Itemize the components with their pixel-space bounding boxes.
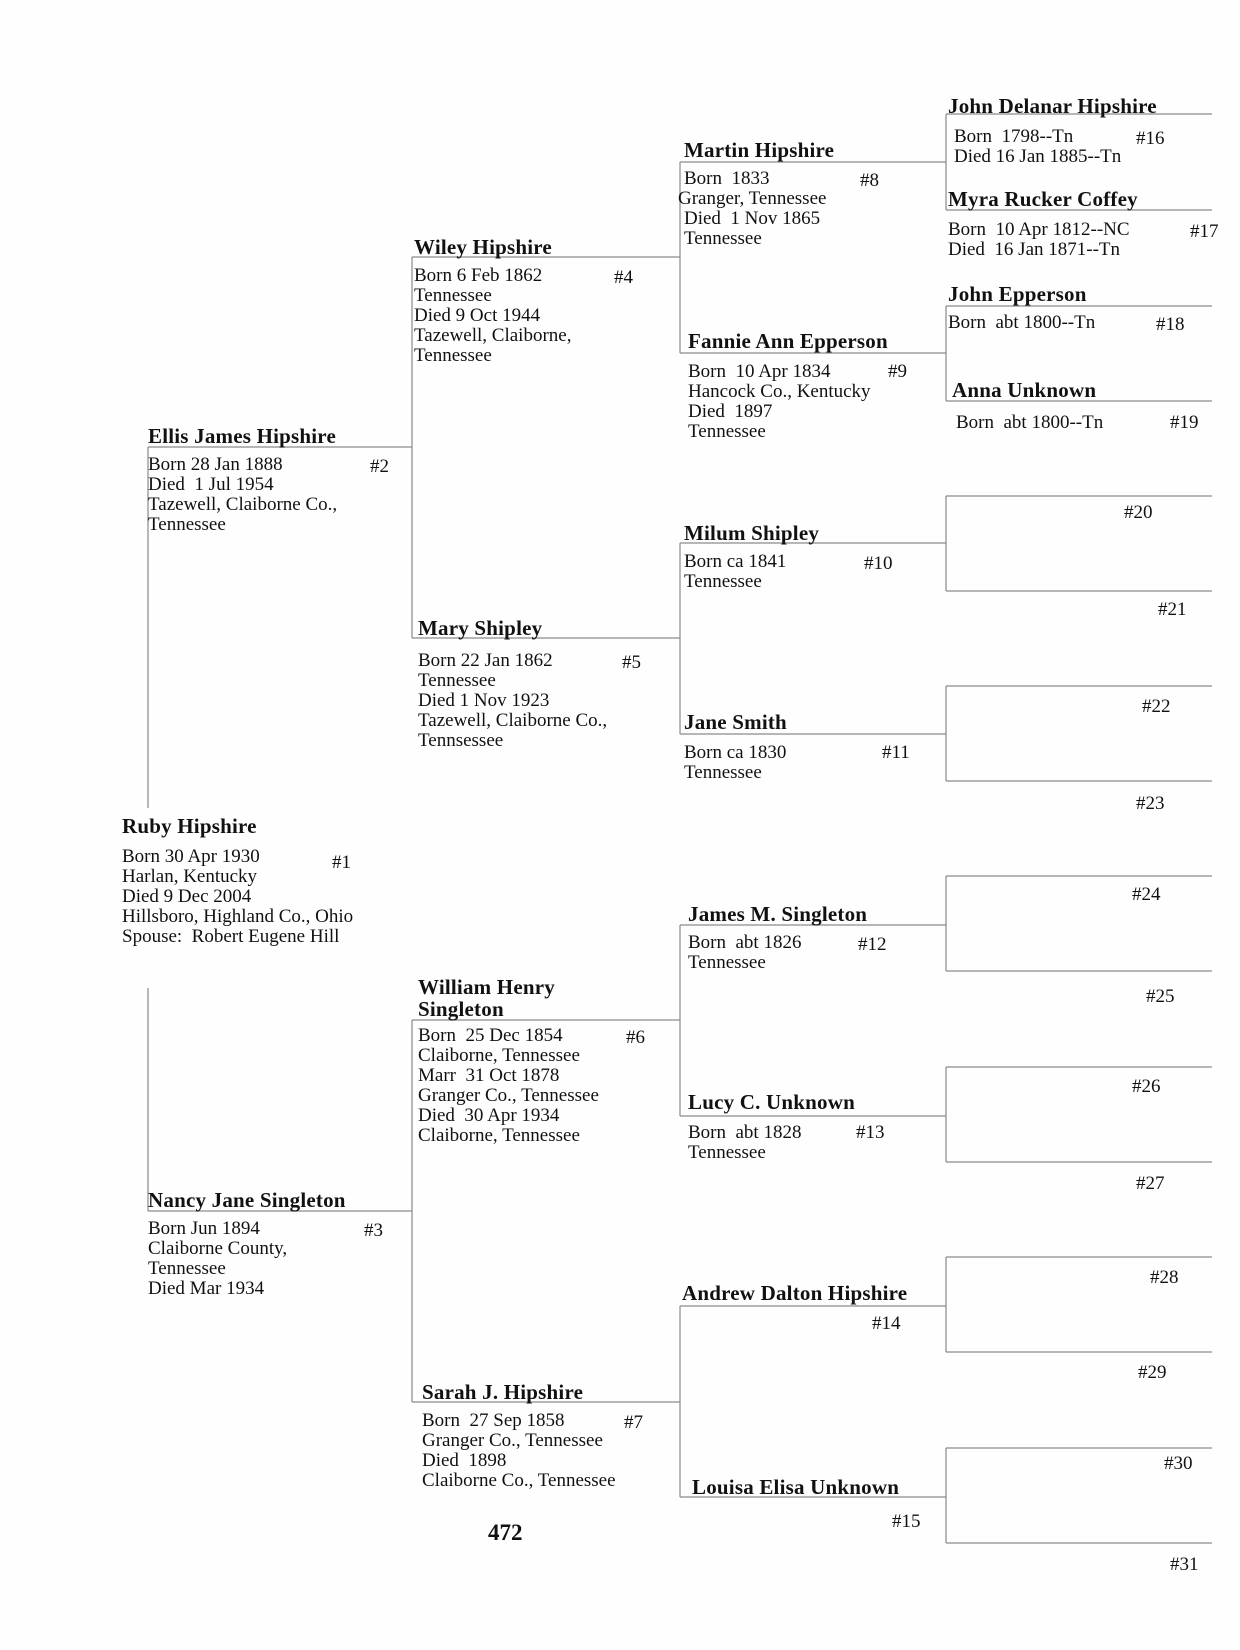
person-5 (418, 616, 641, 751)
person-10 (684, 521, 893, 592)
person-name: James M. Singleton (688, 902, 868, 926)
person-details: Born ca 1841 Tennessee (684, 551, 787, 592)
person-name: Jane Smith (684, 710, 787, 734)
person-name: Louisa Elisa Unknown (692, 1475, 900, 1499)
slot-number-24: #24 (1132, 884, 1161, 905)
person-number: #4 (614, 267, 633, 288)
person-details: Born ca 1830 Tennessee (684, 742, 787, 783)
person-number: #5 (622, 652, 641, 673)
slot-number-26: #26 (1132, 1076, 1161, 1097)
person-details: Born 1798--Tn Died 16 Jan 1885--Tn (954, 126, 1122, 167)
person-details: Born 1833 Granger, Tennessee Died 1 Nov 1865 Tennessee (678, 168, 827, 249)
person-name: Mary Shipley (418, 616, 543, 640)
slot-number-23: #23 (1136, 793, 1165, 814)
person-details: Born 28 Jan 1888 Died 1 Jul 1954 Tazewell, Claiborne Co., Tennessee (148, 454, 338, 535)
person-details: Born abt 1826 Tennessee (688, 932, 802, 973)
person-details: Born 22 Jan 1862 Tennessee Died 1 Nov 1923 Tazewell, Claiborne Co., Tennsessee (418, 650, 608, 751)
slot-number-27: #27 (1136, 1173, 1165, 1194)
person-number: #10 (864, 553, 893, 574)
person-2 (148, 424, 389, 535)
person-1 (122, 815, 353, 947)
person-15 (692, 1475, 921, 1532)
person-name: Sarah J. Hipshire (422, 1380, 584, 1404)
page-number: 472 (488, 1520, 523, 1545)
person-6 (418, 975, 645, 1146)
person-16 (948, 94, 1165, 167)
person-number: #14 (872, 1313, 901, 1334)
person-number: #16 (1136, 128, 1165, 149)
person-name: Lucy C. Unknown (688, 1090, 855, 1114)
person-9 (688, 329, 907, 442)
person-name: John Delanar Hipshire (948, 94, 1157, 118)
person-details: Born 30 Apr 1930 Harlan, Kentucky Died 9 Dec 2004 Hillsboro, Highland Co., Ohio Spouse: Robert Eugene Hill (122, 846, 354, 947)
person-number: #6 (626, 1027, 645, 1048)
person-name: Andrew Dalton Hipshire (682, 1281, 908, 1305)
person-name: John Epperson (948, 282, 1087, 306)
slot-number-28: #28 (1150, 1267, 1179, 1288)
person-details: Born abt 1800--Tn (956, 412, 1104, 433)
person-17 (948, 187, 1219, 260)
person-details: Born Jun 1894 Claiborne County, Tennessee Died Mar 1934 (148, 1218, 288, 1299)
person-number: #15 (892, 1511, 921, 1532)
person-number: #7 (624, 1412, 643, 1433)
person-details: Born 25 Dec 1854 Claiborne, Tennessee Marr 31 Oct 1878 Granger Co., Tennessee Died 30 Apr 1934 Claiborne, Tennessee (418, 1025, 599, 1146)
person-number: #8 (860, 170, 879, 191)
person-details: Born 10 Apr 1834 Hancock Co., Kentucky Died 1897 Tennessee (688, 361, 871, 442)
person-number: #13 (856, 1122, 885, 1143)
person-name: Anna Unknown (952, 378, 1097, 402)
person-name: Ellis James Hipshire (148, 424, 336, 448)
slot-number-30: #30 (1164, 1453, 1193, 1474)
person-4 (414, 235, 633, 366)
slot-number-31: #31 (1170, 1554, 1199, 1575)
person-number: #9 (888, 361, 907, 382)
person-number: #18 (1156, 314, 1185, 335)
person-details: Born 27 Sep 1858 Granger Co., Tennessee Died 1898 Claiborne Co., Tennessee (422, 1410, 616, 1491)
person-19 (952, 378, 1199, 433)
person-number: #12 (858, 934, 887, 955)
person-14 (682, 1281, 908, 1334)
person-3 (148, 1188, 383, 1299)
person-name: Myra Rucker Coffey (948, 187, 1138, 211)
person-12 (688, 902, 887, 973)
person-8 (678, 138, 879, 249)
person-name: Wiley Hipshire (414, 235, 552, 259)
person-name-cont: Singleton (418, 997, 504, 1021)
person-number: #2 (370, 456, 389, 477)
person-name: Ruby Hipshire (122, 814, 257, 838)
person-number: #11 (882, 742, 910, 763)
person-number: #1 (332, 852, 351, 873)
person-number: #17 (1190, 221, 1219, 242)
person-name: William Henry (418, 975, 555, 999)
person-details: Born abt 1828 Tennessee (688, 1122, 802, 1163)
slot-number-21: #21 (1158, 599, 1187, 620)
person-details: Born abt 1800--Tn (948, 312, 1096, 333)
person-11 (684, 710, 910, 783)
slot-number-22: #22 (1142, 696, 1171, 717)
person-details: Born 10 Apr 1812--NC Died 16 Jan 1871--Tn (948, 219, 1130, 260)
slot-number-29: #29 (1138, 1362, 1167, 1383)
person-name: Milum Shipley (684, 521, 820, 545)
person-13 (688, 1090, 885, 1163)
person-number: #19 (1170, 412, 1199, 433)
slot-number-25: #25 (1146, 986, 1175, 1007)
person-name: Nancy Jane Singleton (148, 1188, 346, 1212)
person-name: Martin Hipshire (684, 138, 835, 162)
person-details: Born 6 Feb 1862 Tennessee Died 9 Oct 1944 Tazewell, Claiborne, Tennessee (414, 265, 572, 366)
person-name: Fannie Ann Epperson (688, 329, 888, 353)
person-7 (422, 1380, 643, 1491)
person-18 (948, 282, 1185, 335)
slot-number-20: #20 (1124, 502, 1153, 523)
person-number: #3 (364, 1220, 383, 1241)
